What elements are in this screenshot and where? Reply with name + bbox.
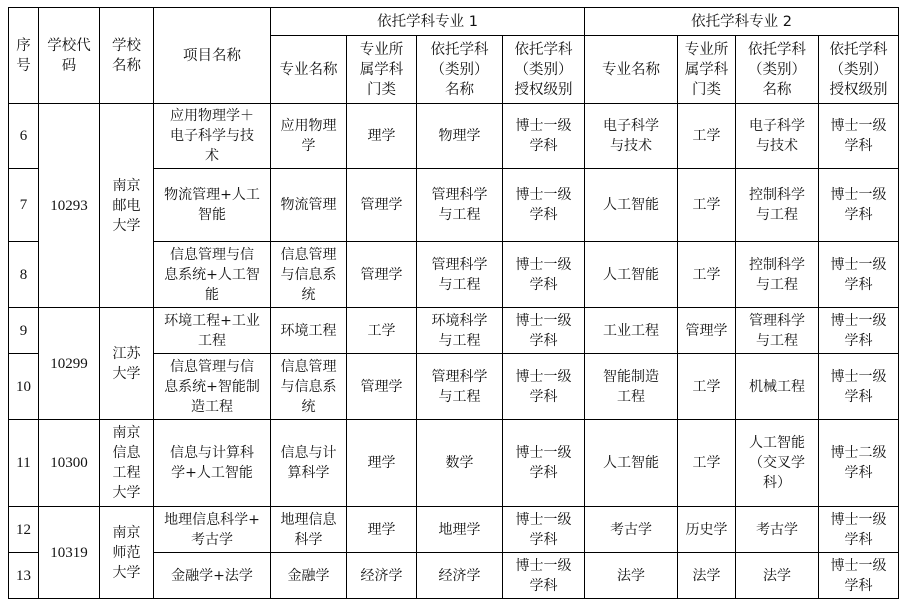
row-seq: 11 bbox=[9, 420, 39, 507]
school-name: 南京 师范 大学 bbox=[100, 507, 154, 599]
auth-level-1: 博士一级 学科 bbox=[503, 420, 585, 507]
major-category-1: 理学 bbox=[347, 104, 417, 169]
auth-level-1: 博士一级 学科 bbox=[503, 354, 585, 420]
major-name-2: 人工智能 bbox=[585, 169, 678, 242]
project-name: 环境工程+工业 工程 bbox=[154, 308, 271, 354]
discipline-name-1: 管理科学 与工程 bbox=[417, 169, 503, 242]
major-name-1: 信息与计 算科学 bbox=[271, 420, 347, 507]
header-group-1: 依托学科专业 1 bbox=[271, 8, 585, 36]
discipline-name-1: 管理科学 与工程 bbox=[417, 354, 503, 420]
project-name: 应用物理学＋ 电子科学与技 术 bbox=[154, 104, 271, 169]
school-code: 10293 bbox=[39, 104, 100, 308]
auth-level-1: 博士一级 学科 bbox=[503, 169, 585, 242]
auth-level-2: 博士一级 学科 bbox=[819, 104, 899, 169]
major-name-2: 工业工程 bbox=[585, 308, 678, 354]
discipline-name-1: 数学 bbox=[417, 420, 503, 507]
auth-level-1: 博士一级 学科 bbox=[503, 308, 585, 354]
school-name: 南京 信息 工程 大学 bbox=[100, 420, 154, 507]
discipline-name-1: 地理学 bbox=[417, 507, 503, 553]
major-name-1: 应用物理 学 bbox=[271, 104, 347, 169]
header-project-name: 项目名称 bbox=[154, 8, 271, 104]
major-name-2: 智能制造 工程 bbox=[585, 354, 678, 420]
major-category-1: 管理学 bbox=[347, 242, 417, 308]
major-name-2: 法学 bbox=[585, 553, 678, 599]
table-row bbox=[9, 308, 899, 354]
major-category-1: 理学 bbox=[347, 420, 417, 507]
discipline-name-2: 电子科学 与技术 bbox=[736, 104, 819, 169]
major-name-1: 地理信息 科学 bbox=[271, 507, 347, 553]
auth-level-1: 博士一级 学科 bbox=[503, 242, 585, 308]
school-name: 南京 邮电 大学 bbox=[100, 104, 154, 308]
major-category-2: 工学 bbox=[678, 242, 736, 308]
major-name-1: 信息管理 与信息系 统 bbox=[271, 242, 347, 308]
major-name-1: 信息管理 与信息系 统 bbox=[271, 354, 347, 420]
auth-level-1: 博士一级 学科 bbox=[503, 507, 585, 553]
header-school-name: 学校 名称 bbox=[100, 8, 154, 104]
major-category-2: 工学 bbox=[678, 169, 736, 242]
discipline-name-1: 管理科学 与工程 bbox=[417, 242, 503, 308]
header-major-category-2: 专业所 属学科 门类 bbox=[678, 36, 736, 104]
project-name: 地理信息科学+ 考古学 bbox=[154, 507, 271, 553]
auth-level-1: 博士一级 学科 bbox=[503, 553, 585, 599]
header-seq: 序 号 bbox=[9, 8, 39, 104]
auth-level-2: 博士一级 学科 bbox=[819, 242, 899, 308]
major-name-2: 电子科学 与技术 bbox=[585, 104, 678, 169]
major-name-1: 物流管理 bbox=[271, 169, 347, 242]
row-seq: 10 bbox=[9, 354, 39, 420]
header-major-category-1: 专业所 属学科 门类 bbox=[347, 36, 417, 104]
major-category-1: 工学 bbox=[347, 308, 417, 354]
row-seq: 9 bbox=[9, 308, 39, 354]
row-seq: 12 bbox=[9, 507, 39, 553]
discipline-name-1: 物理学 bbox=[417, 104, 503, 169]
table-row bbox=[9, 420, 899, 507]
row-seq: 8 bbox=[9, 242, 39, 308]
major-category-1: 理学 bbox=[347, 507, 417, 553]
discipline-table bbox=[8, 7, 899, 599]
header-group-2: 依托学科专业 2 bbox=[585, 8, 899, 36]
major-name-2: 人工智能 bbox=[585, 420, 678, 507]
major-category-1: 管理学 bbox=[347, 169, 417, 242]
project-name: 信息与计算科 学+人工智能 bbox=[154, 420, 271, 507]
major-name-2: 人工智能 bbox=[585, 242, 678, 308]
school-code: 10319 bbox=[39, 507, 100, 599]
school-name: 江苏 大学 bbox=[100, 308, 154, 420]
row-seq: 6 bbox=[9, 104, 39, 169]
major-category-2: 工学 bbox=[678, 104, 736, 169]
major-name-2: 考古学 bbox=[585, 507, 678, 553]
project-name: 金融学+法学 bbox=[154, 553, 271, 599]
major-category-2: 历史学 bbox=[678, 507, 736, 553]
table-row bbox=[9, 507, 899, 553]
auth-level-2: 博士二级 学科 bbox=[819, 420, 899, 507]
major-category-2: 工学 bbox=[678, 420, 736, 507]
project-name: 信息管理与信 息系统+人工智 能 bbox=[154, 242, 271, 308]
school-code: 10300 bbox=[39, 420, 100, 507]
auth-level-2: 博士一级 学科 bbox=[819, 553, 899, 599]
major-category-1: 管理学 bbox=[347, 354, 417, 420]
major-category-2: 法学 bbox=[678, 553, 736, 599]
discipline-name-2: 人工智能 （交叉学 科） bbox=[736, 420, 819, 507]
discipline-name-2: 控制科学 与工程 bbox=[736, 242, 819, 308]
header-auth-level-1: 依托学科 （类别） 授权级别 bbox=[503, 36, 585, 104]
discipline-name-1: 经济学 bbox=[417, 553, 503, 599]
discipline-name-2: 法学 bbox=[736, 553, 819, 599]
auth-level-2: 博士一级 学科 bbox=[819, 169, 899, 242]
header-discipline-name-2: 依托学科 （类别） 名称 bbox=[736, 36, 819, 104]
major-name-1: 金融学 bbox=[271, 553, 347, 599]
row-seq: 7 bbox=[9, 169, 39, 242]
header-major-name-2: 专业名称 bbox=[585, 36, 678, 104]
auth-level-2: 博士一级 学科 bbox=[819, 354, 899, 420]
table-row bbox=[9, 104, 899, 169]
header-major-name-1: 专业名称 bbox=[271, 36, 347, 104]
auth-level-2: 博士一级 学科 bbox=[819, 308, 899, 354]
discipline-name-2: 机械工程 bbox=[736, 354, 819, 420]
row-seq: 13 bbox=[9, 553, 39, 599]
header-school-code: 学校代 码 bbox=[39, 8, 100, 104]
discipline-name-2: 考古学 bbox=[736, 507, 819, 553]
major-category-2: 管理学 bbox=[678, 308, 736, 354]
project-name: 物流管理+人工 智能 bbox=[154, 169, 271, 242]
major-category-2: 工学 bbox=[678, 354, 736, 420]
auth-level-1: 博士一级 学科 bbox=[503, 104, 585, 169]
project-name: 信息管理与信 息系统+智能制 造工程 bbox=[154, 354, 271, 420]
header-discipline-name-1: 依托学科 （类别） 名称 bbox=[417, 36, 503, 104]
major-name-1: 环境工程 bbox=[271, 308, 347, 354]
discipline-name-1: 环境科学 与工程 bbox=[417, 308, 503, 354]
discipline-name-2: 管理科学 与工程 bbox=[736, 308, 819, 354]
auth-level-2: 博士一级 学科 bbox=[819, 507, 899, 553]
school-code: 10299 bbox=[39, 308, 100, 420]
header-auth-level-2: 依托学科 （类别） 授权级别 bbox=[819, 36, 899, 104]
major-category-1: 经济学 bbox=[347, 553, 417, 599]
discipline-name-2: 控制科学 与工程 bbox=[736, 169, 819, 242]
